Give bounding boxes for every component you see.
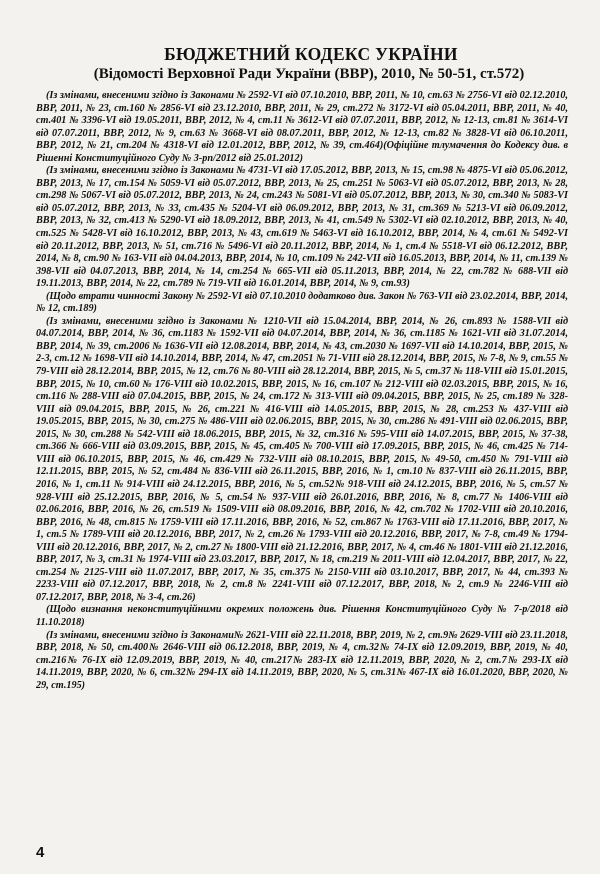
page-number: 4 bbox=[36, 844, 45, 861]
amendments-paragraph: (Із змінами, внесеними згідно із Законами № 2592-VI від 07.10.2010, ВВР, 2011, № 10, ст.63 № 2756-VI від 02.12.2010, ВВР, 2011, № 23, ст.160 № 2856-VI від 23.12.2010, ВВР, 2011, № 29, ст.272 № 3172-VI від 05.04.2011, ВВР, 2011, № 40, ст.401 № 3396-VI від 19.05.2011, ВВР, 2012, № 4, ст.11 № 3612-VI від 07.07.2011, ВВР, 2012, № 12-13, ст.81 № 3614-VI від 07.07.2011, ВВР, 2012, № 9, ст.63 № 3668-VI від 08.07.2011, ВВР, 2012, № 12-13, ст.82 № 3828-VI від 06.10.2011, ВВР, 2012, № 21, ст.204 № 4318-VI від 12.01.2012, ВВР, 2012, № 39, ст.464)(Офіційне тлумачення до Кодексу див. в Рішенні Конституційного Суду № 3-рп/2012 від 25.01.2012) bbox=[36, 90, 568, 164]
court-decision-note-paragraph: (Щодо визнання неконституційними окремих положень див. Рішення Конституційного Суду № 7-р/2018 від 11.10.2018) bbox=[36, 604, 568, 628]
amendments-paragraph: (Із змінами, внесеними згідно із Законами№ 2621-VIII від 22.11.2018, ВВР, 2019, № 2, ст.9№ 2629-VIII від 23.11.2018, ВВР, 2018, № 50, ст.400№ 2646-VIII від 06.12.2018, ВВР, 2019, № 4, ст.32№ 74-IX від 12.09.2019, ВВР, 2019, № 40, ст.216№ 76-IX від 12.09.2019, ВВР, 2019, № 40, ст.217№ 283-IX від 12.11.2019, ВВР, 2020, № 2, ст.7№ 293-IX від 14.11.2019, ВВР, 2020, № 6, ст.32№ 294-IX від 14.11.2019, ВВР, 2020, № 5, ст.31№ 467-IX від 16.01.2020, ВВР, 2020, № 29, ст.195) bbox=[36, 629, 568, 691]
document-title: БЮДЖЕТНИЙ КОДЕКС УКРАЇНИ bbox=[164, 44, 458, 64]
amendments-paragraph: (Із змінами, внесеними згідно із Законами № 4731-VI від 17.05.2012, ВВР, 2013, № 15, ст.98 № 4875-VI від 05.06.2012, ВВР, 2013, № 17, ст.154 № 5059-VI від 05.07.2012, ВВР, 2013, № 25, ст.251 № 5063-VI від 05.07.2012, ВВР, 2013, № 28, ст.298 № 5067-VI від 05.07.2012, ВВР, 2013, № 24, ст.243 № 5081-VI від 05.07.2012, ВВР, 2013, № 30, ст.340 № 5083-VI від 05.07.2012, ВВР, 2013, № 33, ст.435 № 5204-VI від 06.09.2012, ВВР, 2013, № 31, ст.369 № 5213-VI від 06.09.2012, ВВР, 2013, № 32, ст.413 № 5290-VI від 18.09.2012, ВВР, 2013, № 41, ст.549 № 5302-VI від 02.10.2012, ВВР, 2013, № 40, ст.525 № 5428-VI від 16.10.2012, ВВР, 2013, № 43, ст.619 № 5463-VI від 16.10.2012, ВВР, 2014, № 4, ст.61 № 5492-VI від 20.11.2012, ВВР, 2013, № 51, ст.716 № 5496-VI від 20.11.2012, ВВР, 2014, № 1, ст.4 № 5518-VI від 06.12.2012, ВВР, 2014, № 8, ст.90 № 163-VII від 04.04.2013, ВВР, 2014, № 10, ст.109 № 242-VII від 16.05.2013, ВВР, 2014, № 11, ст.139 № 398-VII від 04.07.2013, ВВР, 2014, № 14, ст.254 № 665-VII від 05.11.2013, ВВР, 2014, № 22, ст.782 № 688-VII від 19.11.2013, ВВР, 2014, № 22, ст.789 № 719-VII від 16.01.2014, ВВР, 2014, № 9, ст.93) bbox=[36, 165, 568, 290]
amendments-paragraph: (Із змінами, внесеними згідно із Законами № 1210-VII від 15.04.2014, ВВР, 2014, № 26, ст.893 № 1588-VII від 04.07.2014, ВВР, 2014, № 36, ст.1183 № 1592-VII від 04.07.2014, ВВР, 2014, № 36, ст.1185 № 1621-VII від 31.07.2014, ВВР, 2014, № 39, ст.2006 № 1636-VII від 12.08.2014, ВВР, 2014, № 43, ст.2030 № 1697-VII від 14.10.2014, ВВР, 2015, № 2-3, ст.12 № 1698-VII від 14.10.2014, ВВР, 2014, № 47, ст.2051 № 71-VIII від 28.12.2014, ВВР, 2015, № 7-8, № 9, ст.55 № 79-VIII від 28.12.2014, ВВР, 2015, № 12, ст.76 № 80-VIII від 28.12.2014, ВВР, 2015, № 5, ст.37 № 118-VIII від 15.01.2015, ВВР, 2015, № 10, ст.60 № 176-VIII від 10.02.2015, ВВР, 2015, № 16, ст.107 № 212-VIII від 02.03.2015, ВВР, 2015, № 16, ст.116 № 288-VIII від 07.04.2015, ВВР, 2015, № 24, ст.172 № 313-VIII від 09.04.2015, ВВР, 2015, № 25, ст.189 № 328-VIII від 09.04.2015, ВВР, 2015, № 26, ст.221 № 416-VIII від 14.05.2015, ВВР, 2015, № 28, ст.253 № 437-VIII від 19.05.2015, ВВР, 2015, № 30, ст.275 № 486-VIII від 02.06.2015, ВВР, 2015, № 30, ст.286 № 491-VIII від 02.06.2015, ВВР, 2015, № 30, ст.288 № 542-VIII від 18.06.2015, ВВР, 2015, № 32, ст.316 № 595-VIII від 14.07.2015, ВВР, 2015, № 37-38, ст.366 № 666-VIII від 03.09.2015, ВВР, 2015, № 45, ст.405 № 700-VIII від 17.09.2015, ВВР, 2015, № 46, ст.425 № 714-VIII від 06.10.2015, ВВР, 2015, № 46, ст.429 № 732-VIII від 08.10.2015, ВВР, 2015, № 49-50, ст.450 № 791-VIII від 12.11.2015, ВВР, 2015, № 52, ст.484 № 836-VIII від 26.11.2015, ВВР, 2016, № 1, ст.10 № 837-VIII від 26.11.2015, ВВР, 2016, № 1, ст.11 № 914-VIII від 24.12.2015, ВВР, 2016, № 5, ст.52№ 918-VIII від 24.12.2015, ВВР, 2016, № 5, ст.57 № 928-VIII від 25.12.2015, ВВР, 2016, № 5, ст.54 № 937-VIII від 26.01.2016, ВВР, 2016, № 8, ст.77 № 1406-VIII від 02.06.2016, ВВР, 2016, № 26, ст.519 № 1509-VIII від 08.09.2016, ВВР, 2016, № 42, ст.702 № 1702-VIII від 20.10.2016, ВВР, 2016, № 48, ст.815 № 1759-VIII від 17.11.2016, ВВР, 2016, № 52, ст.867 № 1763-VIII від 17.11.2016, ВВР, 2017, № 1, ст.5 № 1789-VIII від 20.12.2016, ВВР, 2017, № 2, ст.26 № 1793-VIII від 20.12.2016, ВВР, 2017, № 7-8, ст.49 № 1794-VIII від 20.12.2016, ВВР, 2017, № 2, ст.27 № 1800-VIII від 21.12.2016, ВВР, 2017, № 4, ст.46 № 1801-VIII від 21.12.2016, ВВР, 2017, № 3, ст.31 № 1974-VIII від 23.03.2017, ВВР, 2017, № 18, ст.219 № 2011-VIII від 12.04.2017, ВВР, 2017, № 22, ст.254 № 2125-VIII від 11.07.2017, ВВР, 2017, № 35, ст.375 № 2150-VIII від 03.10.2017, ВВР, 2017, № 44, ст.393 № 2233-VIII від 07.12.2017, ВВР, 2018, № 2, ст.8 № 2241-VIII від 07.12.2017, ВВР, 2018, № 2, ст.9 № 2246-VIII від 07.12.2017, ВВР, 2018, № 3-4, ст.26) bbox=[36, 315, 568, 603]
repeal-note-paragraph: (Щодо втрати чинності Закону № 2592-VI від 07.10.2010 додатково див. Закон № 763-VII від 23.02.2014, ВВР, 2014, № 12, ст.189) bbox=[36, 290, 568, 315]
document-subtitle: (Відомості Верховної Ради України (ВВР), 2010, № 50-51, ст.572) bbox=[93, 66, 525, 82]
